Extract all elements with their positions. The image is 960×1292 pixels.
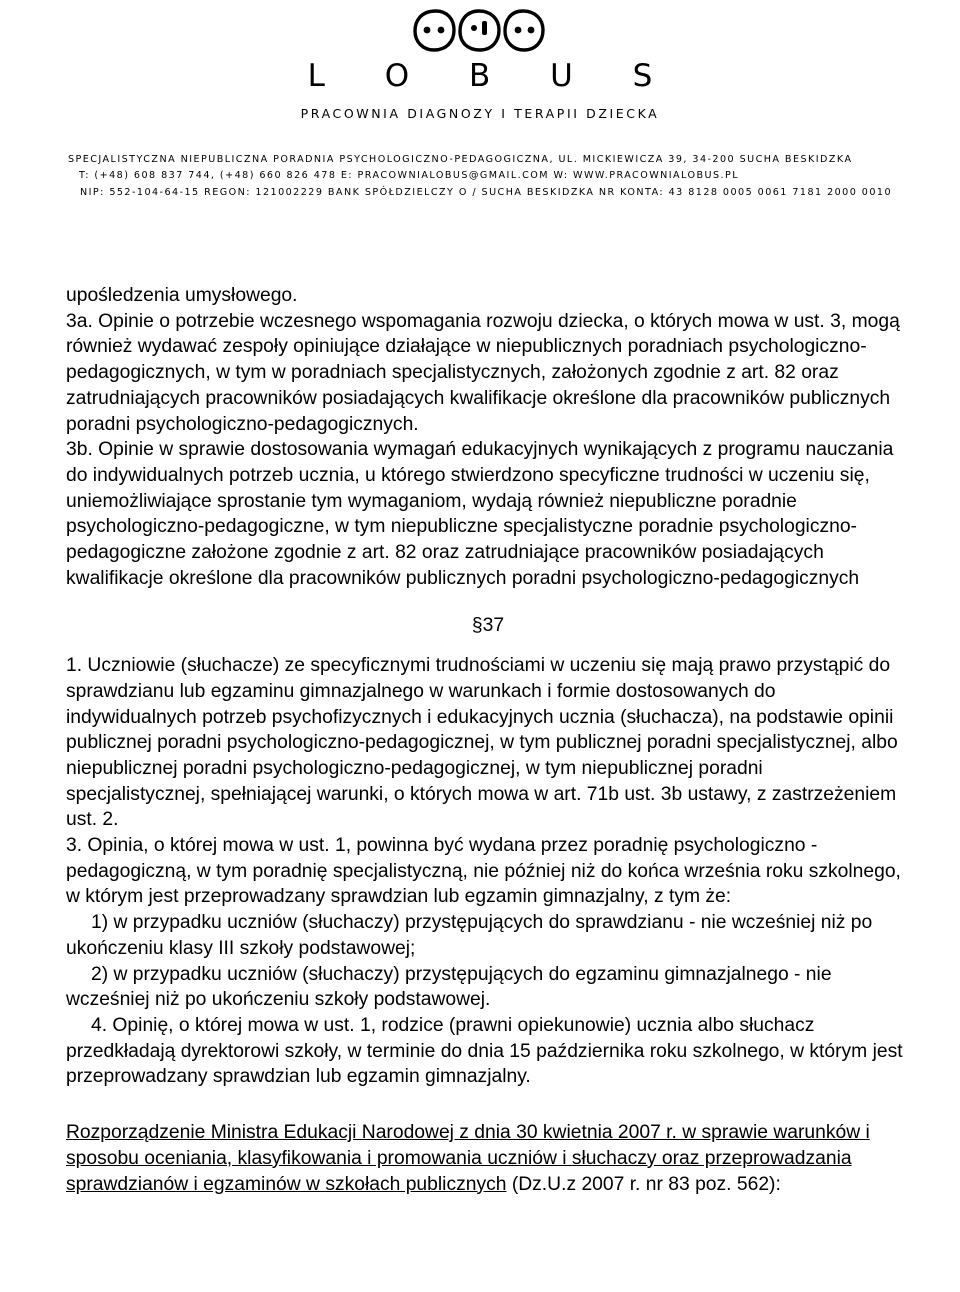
header-bank: NIP: 552-104-64-15 REGON: 121002229 BANK SPÓŁDZIELCZY O / SUCHA BESKIDZKA NR KONTA: 43 8128 0005 0061 7181 2000 0010 [80,187,893,198]
list-item-text: 1) w przypadku uczniów (słuchaczy) przystępujących do sprawdzianu - nie wcześniej niż po ukończeniu klasy III szkoły podstawowej; [66,912,873,959]
list-item [66,962,906,1013]
brand-subtitle: PRACOWNIA DIAGNOZY I TERAPII DZIECKA [300,106,660,121]
list-item-text: 2) w przypadku uczniów (słuchaczy) przystępujących do egzaminu gimnazjalnego - nie wcześniej niż po ukończeniu szkoły podstawowej. [66,963,832,1011]
reference-citation: (Dz.U.z 2007 r. nr 83 poz. 562): [506,1173,781,1195]
list-item [66,910,906,961]
paragraph: 1. Uczniowie (słuchacze) ze specyficznymi trudnościami w uczeniu się mają prawo przystąpić do sprawdzianu lub egzaminu gimnazjalnego w warunkach i formie dostosowanych do indywidualnych potrzeb psychofizycznych i edukacyjnych ucznia (słuchacza), na podstawie opinii publicznej poradni psychologiczno-pedagogicznej, w tym publicznej poradni specjalistycznej, albo niepublicznej poradni psychologiczno-pedagogicznej, w tym niepublicznej poradni specjalistycznej, spełniającej warunki, o których mowa w art. 71b ust. 3b ustawy, z zastrzeżeniem ust. 2. [66,655,898,831]
header-address: SPECJALISTYCZNA NIEPUBLICZNA PORADNIA PSYCHOLOGICZNO-PEDAGOGICZNA, UL. MICKIEWICZA 39, 34-200 SUCHA BESKIDZKA [68,154,853,165]
paragraph: 3. Opinia, o której mowa w ust. 1, powinna być wydana przez poradnię psychologiczno - pedagogiczną, w tym poradnię specjalistyczną, nie później niż do końca września roku szkolnego, w którym jest przeprowadzany sprawdzian lub egzamin gimnazjalny, z tym że: [66,835,901,908]
brand-name: L O B U S [307,58,678,94]
spacer [66,1090,906,1120]
paragraph: 3a. Opinie o potrzebie wczesnego wspomagania rozwoju dziecka, o których mowa w ust. 3, mogą również wydawać zespoły opiniujące działające w niepublicznych poradniach psychologiczno-pedagogicznych, w tym w poradniach specjalistycznych, założonych zgodnie z art. 82 oraz zatrudniających pracowników posiadających kwalifikacje określone dla pracowników publicznych poradni psychologiczno-pedagogicznych. [66,310,900,435]
paragraph-text: 4. Opinię, o której mowa w ust. 1, rodzice (prawni opiekunowie) ucznia albo słuchacz przedkładają dyrektorowi szkoły, w terminie do dnia 15 października roku szkolnego, w którym jest przeprowadzany sprawdzian lub egzamin gimnazjalny. [66,1014,903,1088]
paragraph: upośledzenia umysłowego. [66,285,298,306]
letterhead [0,0,960,130]
paragraph [66,1013,906,1090]
lobus-logo-faces-icon [410,6,550,56]
paragraph: 3b. Opinie w sprawie dostosowania wymagań edukacyjnych wynikających z programu nauczania do indywidualnych potrzeb ucznia, u którego stwierdzono specyficzne trudności w uczeniu się, uniemożliwiające sprostanie tym wymaganiom, wydają również niepubliczne poradnie psychologiczno-pedagogiczne, w tym niepubliczne specjalistyczne poradnie psychologiczno-pedagogiczne założone zgodnie z art. 82 oraz zatrudniające pracowników posiadających kwalifikacje określone dla pracowników publicznych poradni psychologiczno-pedagogicznych [66,439,894,589]
header-contact: T: (+48) 608 837 744, (+48) 660 826 478 E: PRACOWNIALOBUS@GMAIL.COM W: WWW.PRACOWNIALOBUS.PL [79,170,740,181]
document-body [66,283,906,1197]
regulation-link[interactable]: Rozporządzenie Ministra Edukacji Narodowej z dnia 30 kwietnia 2007 r. w sprawie warunków i sposobu oceniania, klasyfikowania i promowania uczniów i słuchaczy oraz przeprowadzania sprawdzianów i egzaminów w szkołach publicznych [66,1122,870,1195]
section-heading: §37 [471,615,505,637]
reference [66,1120,906,1197]
